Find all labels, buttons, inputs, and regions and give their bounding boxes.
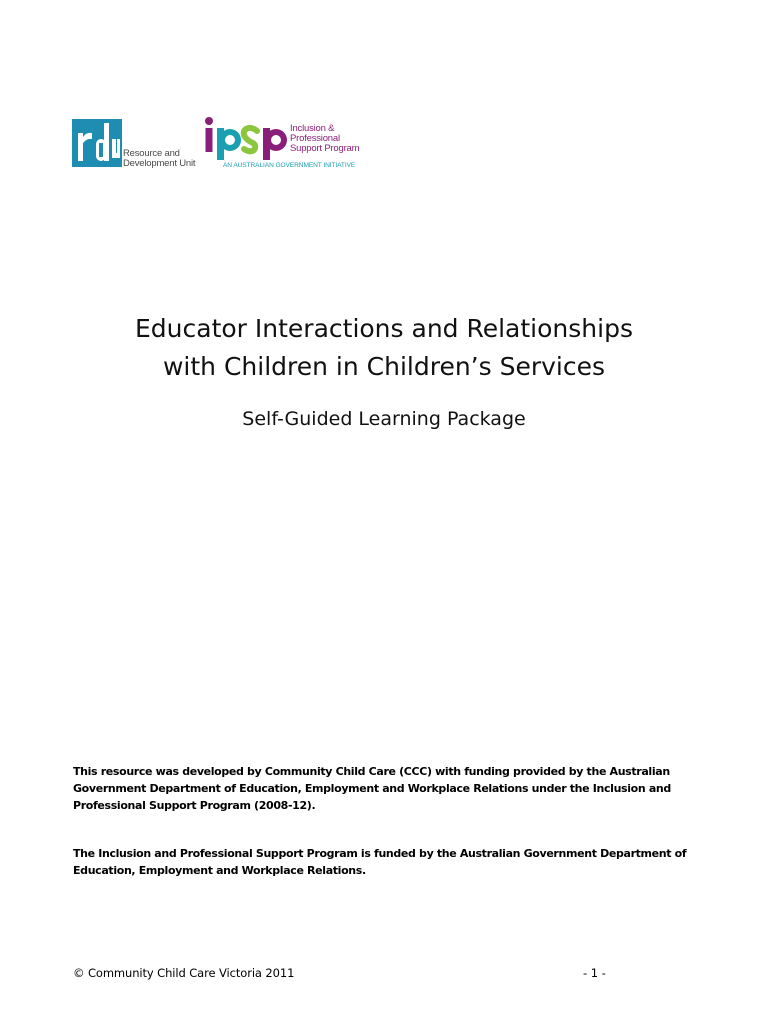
program-paragraph xyxy=(73,845,693,879)
rdu-logo-name-line-2: Development Unit xyxy=(123,158,196,169)
ipsp-logo-name-line-3: Support Program xyxy=(290,143,360,154)
ipsp-logo-name xyxy=(290,124,359,154)
ipsp-logo xyxy=(204,116,369,172)
document-subtitle: Self-Guided Learning Package xyxy=(242,408,526,430)
ipsp-logo-name-line-1: Inclusion & xyxy=(290,123,335,134)
document-title-line-1: Educator Interactions and Relationships xyxy=(135,314,633,343)
rdu-logo-mark xyxy=(72,119,122,167)
header-logos xyxy=(72,116,372,172)
copyright-notice: © Community Child Care Victoria 2011 xyxy=(73,966,295,980)
page-number: - 1 - xyxy=(583,966,606,980)
funding-paragraph-line-3: Professional Support Program (2008-12). xyxy=(73,799,316,812)
rdu-logo-name-line-1: Resource and xyxy=(123,148,180,159)
funding-paragraph xyxy=(73,763,693,814)
funding-paragraph-line-2: Government Department of Education, Employment and Workplace Relations under the Inclusion and xyxy=(73,782,671,795)
funding-paragraph-line-1: This resource was developed by Community Child Care (CCC) with funding provided by the Australian xyxy=(73,765,670,778)
document-title xyxy=(0,310,768,386)
document-title-line-2: with Children in Children’s Services xyxy=(162,352,606,381)
ipsp-logo-name-line-2: Professional xyxy=(290,133,340,144)
ipsp-logo-tagline: AN AUSTRALIAN GOVERNMENT INITIATIVE xyxy=(223,162,356,169)
rdu-logo-name xyxy=(123,149,195,169)
program-paragraph-line-2: Education, Employment and Workplace Relations. xyxy=(73,864,366,877)
rdu-logo xyxy=(72,119,196,169)
program-paragraph-line-1: The Inclusion and Professional Support Program is funded by the Australian Government Department of xyxy=(73,847,687,860)
ipsp-logo-wordmark xyxy=(204,116,288,160)
